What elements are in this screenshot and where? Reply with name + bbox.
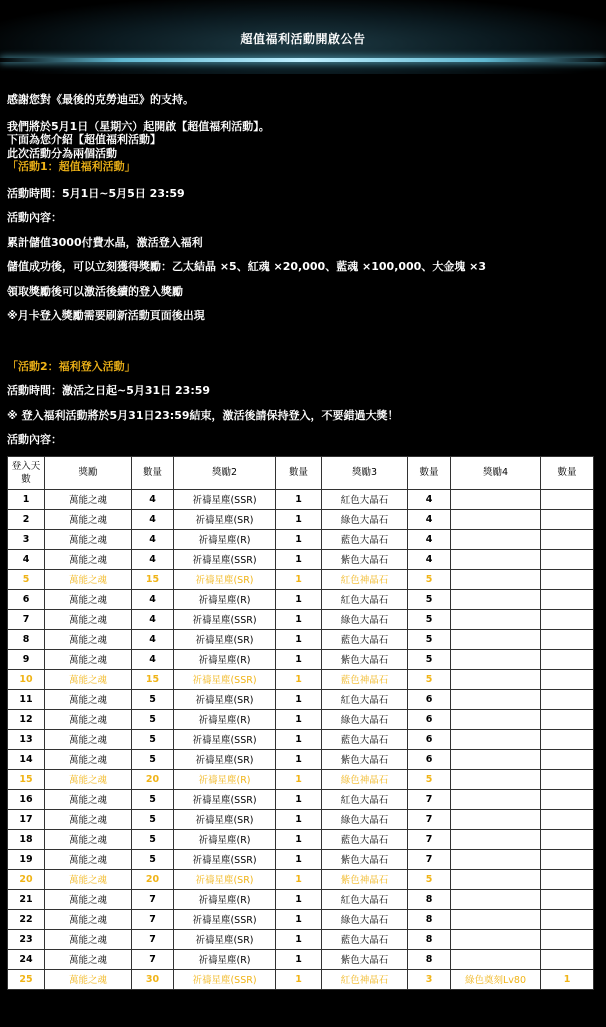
qty-1-cell: 15 — [132, 669, 174, 689]
qty-2-cell: 1 — [276, 929, 322, 949]
reward-3-cell: 紫色大晶石 — [322, 749, 408, 769]
table-header-row — [8, 456, 594, 489]
qty-2-cell: 1 — [276, 909, 322, 929]
announcement-header — [0, 0, 606, 74]
reward-3-cell: 綠色大晶石 — [322, 909, 408, 929]
reward-3-cell: 紅色大晶石 — [322, 889, 408, 909]
qty-4-cell — [541, 489, 594, 509]
reward-2-cell: 祈禱星塵(SR) — [174, 629, 276, 649]
reward-2-cell: 祈禱星塵(SR) — [174, 809, 276, 829]
qty-3-cell: 7 — [408, 829, 451, 849]
qty-4-cell — [541, 549, 594, 569]
reward-3-cell: 綠色大晶石 — [322, 609, 408, 629]
event2-content-label: 活動內容： — [7, 433, 62, 446]
reward-4-cell — [451, 829, 541, 849]
qty-1-cell: 7 — [132, 889, 174, 909]
qty-4-cell — [541, 589, 594, 609]
day-cell: 22 — [8, 909, 45, 929]
qty-4-cell — [541, 609, 594, 629]
table-row — [8, 909, 594, 929]
reward-3-cell: 紅色神晶石 — [322, 569, 408, 589]
qty-2-cell: 1 — [276, 969, 322, 989]
reward-1-cell: 萬能之魂 — [45, 729, 132, 749]
day-cell: 5 — [8, 569, 45, 589]
qty-4-cell — [541, 869, 594, 889]
qty-3-cell: 8 — [408, 889, 451, 909]
reward-1-cell: 萬能之魂 — [45, 809, 132, 829]
day-cell: 13 — [8, 729, 45, 749]
qty-1-cell: 5 — [132, 689, 174, 709]
qty-2-cell: 1 — [276, 729, 322, 749]
day-cell: 8 — [8, 629, 45, 649]
qty-1-cell: 7 — [132, 929, 174, 949]
reward-4-cell — [451, 869, 541, 889]
day-cell: 15 — [8, 769, 45, 789]
announcement-body — [0, 74, 606, 456]
event2-time: 活動時間：激活之日起~5月31日 23:59 — [7, 384, 211, 397]
qty-3-cell: 5 — [408, 589, 451, 609]
qty-2-cell: 1 — [276, 749, 322, 769]
reward-3-cell: 紅色大晶石 — [322, 789, 408, 809]
reward-3-cell: 綠色大晶石 — [322, 709, 408, 729]
table-row — [8, 569, 594, 589]
reward-3-cell: 紫色大晶石 — [322, 549, 408, 569]
qty-4-cell — [541, 809, 594, 829]
reward-1-cell: 萬能之魂 — [45, 709, 132, 729]
header-glow-line — [0, 58, 606, 62]
table-row — [8, 869, 594, 889]
qty-3-cell: 6 — [408, 689, 451, 709]
qty-3-cell: 5 — [408, 649, 451, 669]
reward-2-cell: 祈禱星塵(SR) — [174, 509, 276, 529]
reward-3-cell: 紅色神晶石 — [322, 969, 408, 989]
reward-1-cell: 萬能之魂 — [45, 509, 132, 529]
qty-2-cell: 1 — [276, 889, 322, 909]
table-row — [8, 709, 594, 729]
table-row — [8, 689, 594, 709]
qty-2-cell: 1 — [276, 769, 322, 789]
reward-4-cell — [451, 509, 541, 529]
reward-3-cell: 藍色神晶石 — [322, 669, 408, 689]
qty-3-cell: 7 — [408, 809, 451, 829]
table-row — [8, 769, 594, 789]
reward-2-cell: 祈禱星塵(R) — [174, 769, 276, 789]
reward-4-cell — [451, 789, 541, 809]
thanks-text: 感謝您對《最後的克勞迪亞》的支持。 — [7, 93, 194, 106]
reward-3-cell: 藍色大晶石 — [322, 629, 408, 649]
header-qty-4: 數量 — [541, 456, 594, 489]
qty-1-cell: 4 — [132, 649, 174, 669]
intro-line-3: 此次活動分為兩個活動 — [7, 146, 117, 160]
event1-content-label: 活動內容： — [7, 211, 62, 224]
table-row — [8, 929, 594, 949]
qty-4-cell — [541, 629, 594, 649]
qty-4-cell — [541, 529, 594, 549]
qty-3-cell: 7 — [408, 849, 451, 869]
reward-3-cell: 藍色大晶石 — [322, 729, 408, 749]
qty-2-cell: 1 — [276, 829, 322, 849]
qty-4-cell: 1 — [541, 969, 594, 989]
reward-2-cell: 祈禱星塵(SR) — [174, 689, 276, 709]
table-row — [8, 749, 594, 769]
table-row — [8, 889, 594, 909]
qty-1-cell: 4 — [132, 589, 174, 609]
reward-3-cell: 藍色大晶石 — [322, 529, 408, 549]
qty-1-cell: 4 — [132, 529, 174, 549]
table-body — [8, 489, 594, 989]
table-row — [8, 849, 594, 869]
reward-4-cell — [451, 609, 541, 629]
reward-1-cell: 萬能之魂 — [45, 629, 132, 649]
qty-4-cell — [541, 709, 594, 729]
reward-2-cell: 祈禱星塵(SSR) — [174, 849, 276, 869]
reward-4-cell — [451, 549, 541, 569]
qty-4-cell — [541, 889, 594, 909]
reward-1-cell: 萬能之魂 — [45, 949, 132, 969]
qty-2-cell: 1 — [276, 809, 322, 829]
reward-1-cell: 萬能之魂 — [45, 969, 132, 989]
header-qty-2: 數量 — [276, 456, 322, 489]
event2-heading: 「活動2：福利登入活動」 — [7, 359, 136, 373]
qty-4-cell — [541, 649, 594, 669]
table-row — [8, 949, 594, 969]
qty-2-cell: 1 — [276, 669, 322, 689]
qty-3-cell: 3 — [408, 969, 451, 989]
qty-4-cell — [541, 689, 594, 709]
qty-2-cell: 1 — [276, 869, 322, 889]
reward-4-cell — [451, 809, 541, 829]
reward-3-cell: 紫色神晶石 — [322, 869, 408, 889]
day-cell: 14 — [8, 749, 45, 769]
reward-4-cell — [451, 649, 541, 669]
reward-2-cell: 祈禱星塵(SSR) — [174, 669, 276, 689]
reward-4-cell — [451, 889, 541, 909]
reward-4-cell — [451, 729, 541, 749]
reward-2-cell: 祈禱星塵(SR) — [174, 869, 276, 889]
reward-2-cell: 祈禱星塵(SSR) — [174, 789, 276, 809]
reward-2-cell: 祈禱星塵(SR) — [174, 569, 276, 589]
reward-4-cell — [451, 689, 541, 709]
reward-2-cell: 祈禱星塵(SSR) — [174, 909, 276, 929]
reward-4-cell — [451, 749, 541, 769]
header-reward-4: 獎勵4 — [451, 456, 541, 489]
reward-1-cell: 萬能之魂 — [45, 609, 132, 629]
reward-2-cell: 祈禱星塵(R) — [174, 589, 276, 609]
qty-3-cell: 6 — [408, 709, 451, 729]
reward-2-cell: 祈禱星塵(R) — [174, 889, 276, 909]
event1-time: 活動時間：5月1日~5月5日 23:59 — [7, 186, 185, 200]
qty-1-cell: 7 — [132, 909, 174, 929]
qty-4-cell — [541, 909, 594, 929]
table-row — [8, 649, 594, 669]
reward-1-cell: 萬能之魂 — [45, 869, 132, 889]
qty-3-cell: 4 — [408, 489, 451, 509]
reward-3-cell: 紫色大晶石 — [322, 649, 408, 669]
header-qty-3: 數量 — [408, 456, 451, 489]
qty-1-cell: 4 — [132, 629, 174, 649]
qty-4-cell — [541, 669, 594, 689]
day-cell: 4 — [8, 549, 45, 569]
table-row — [8, 509, 594, 529]
reward-2-cell: 祈禱星塵(R) — [174, 949, 276, 969]
reward-3-cell: 紅色大晶石 — [322, 589, 408, 609]
qty-1-cell: 30 — [132, 969, 174, 989]
qty-2-cell: 1 — [276, 609, 322, 629]
day-cell: 23 — [8, 929, 45, 949]
qty-2-cell: 1 — [276, 629, 322, 649]
day-cell: 2 — [8, 509, 45, 529]
reward-2-cell: 祈禱星塵(SR) — [174, 749, 276, 769]
qty-2-cell: 1 — [276, 689, 322, 709]
reward-1-cell: 萬能之魂 — [45, 669, 132, 689]
qty-3-cell: 8 — [408, 949, 451, 969]
day-cell: 24 — [8, 949, 45, 969]
reward-4-cell — [451, 629, 541, 649]
qty-4-cell — [541, 829, 594, 849]
reward-2-cell: 祈禱星塵(SSR) — [174, 489, 276, 509]
qty-3-cell: 6 — [408, 729, 451, 749]
qty-3-cell: 8 — [408, 929, 451, 949]
header-qty-1: 數量 — [132, 456, 174, 489]
table-row — [8, 829, 594, 849]
qty-1-cell: 5 — [132, 849, 174, 869]
table-row — [8, 609, 594, 629]
reward-3-cell: 綠色大晶石 — [322, 509, 408, 529]
reward-1-cell: 萬能之魂 — [45, 589, 132, 609]
qty-1-cell: 4 — [132, 489, 174, 509]
reward-3-cell: 紫色大晶石 — [322, 949, 408, 969]
reward-4-cell — [451, 489, 541, 509]
qty-3-cell: 8 — [408, 909, 451, 929]
reward-2-cell: 祈禱星塵(SR) — [174, 929, 276, 949]
qty-4-cell — [541, 929, 594, 949]
qty-2-cell: 1 — [276, 489, 322, 509]
page-title: 超值福利活動開啟公告 — [240, 32, 366, 46]
day-cell: 10 — [8, 669, 45, 689]
qty-2-cell: 1 — [276, 649, 322, 669]
reward-2-cell: 祈禱星塵(SSR) — [174, 729, 276, 749]
reward-1-cell: 萬能之魂 — [45, 889, 132, 909]
header-reward-3: 獎勵3 — [322, 456, 408, 489]
qty-3-cell: 6 — [408, 749, 451, 769]
table-row — [8, 529, 594, 549]
table-row — [8, 589, 594, 609]
reward-4-cell — [451, 909, 541, 929]
table-row — [8, 729, 594, 749]
reward-1-cell: 萬能之魂 — [45, 689, 132, 709]
reward-2-cell: 祈禱星塵(SSR) — [174, 609, 276, 629]
qty-4-cell — [541, 509, 594, 529]
qty-1-cell: 15 — [132, 569, 174, 589]
event1-content-3: 領取獎勵後可以激活後續的登入獎勵 — [7, 284, 183, 298]
reward-1-cell: 萬能之魂 — [45, 489, 132, 509]
reward-3-cell: 紫色大晶石 — [322, 849, 408, 869]
day-cell: 18 — [8, 829, 45, 849]
table-row — [8, 489, 594, 509]
reward-4-cell — [451, 709, 541, 729]
header-reward-2: 獎勵2 — [174, 456, 276, 489]
reward-4-cell — [451, 589, 541, 609]
day-cell: 3 — [8, 529, 45, 549]
qty-1-cell: 4 — [132, 509, 174, 529]
intro-line-1: 我們將於5月1日（星期六）起開啟【超值福利活動】。 — [7, 119, 270, 133]
day-cell: 19 — [8, 849, 45, 869]
reward-4-cell — [451, 929, 541, 949]
qty-1-cell: 7 — [132, 949, 174, 969]
day-cell: 6 — [8, 589, 45, 609]
qty-2-cell: 1 — [276, 849, 322, 869]
qty-2-cell: 1 — [276, 709, 322, 729]
event1-content-1: 累計儲值3000付費水晶，激活登入福利 — [7, 235, 203, 249]
qty-1-cell: 20 — [132, 769, 174, 789]
event2-note: ※ 登入福利活動將於5月31日23:59結束，激活後請保持登入，不要錯過大獎！ — [7, 408, 399, 422]
reward-1-cell: 萬能之魂 — [45, 909, 132, 929]
reward-2-cell: 祈禱星塵(R) — [174, 829, 276, 849]
qty-1-cell: 5 — [132, 749, 174, 769]
reward-3-cell: 紅色大晶石 — [322, 489, 408, 509]
reward-1-cell: 萬能之魂 — [45, 749, 132, 769]
reward-3-cell: 藍色大晶石 — [322, 829, 408, 849]
qty-2-cell: 1 — [276, 789, 322, 809]
qty-3-cell: 4 — [408, 509, 451, 529]
qty-2-cell: 1 — [276, 529, 322, 549]
reward-2-cell: 祈禱星塵(SSR) — [174, 969, 276, 989]
reward-1-cell: 萬能之魂 — [45, 549, 132, 569]
day-cell: 16 — [8, 789, 45, 809]
header-login-days: 登入天數 — [8, 456, 45, 489]
table-row — [8, 549, 594, 569]
qty-1-cell: 4 — [132, 609, 174, 629]
reward-4-cell: 綠色奠刻Lv80 — [451, 969, 541, 989]
qty-4-cell — [541, 769, 594, 789]
reward-1-cell: 萬能之魂 — [45, 849, 132, 869]
qty-3-cell: 7 — [408, 789, 451, 809]
reward-1-cell: 萬能之魂 — [45, 569, 132, 589]
qty-4-cell — [541, 729, 594, 749]
table-row — [8, 969, 594, 989]
day-cell: 9 — [8, 649, 45, 669]
event1-content-4: ※月卡登入獎勵需要刷新活動頁面後出現 — [7, 309, 205, 322]
qty-3-cell: 4 — [408, 549, 451, 569]
qty-1-cell: 5 — [132, 709, 174, 729]
reward-1-cell: 萬能之魂 — [45, 789, 132, 809]
qty-3-cell: 5 — [408, 629, 451, 649]
qty-4-cell — [541, 949, 594, 969]
qty-3-cell: 5 — [408, 569, 451, 589]
qty-2-cell: 1 — [276, 549, 322, 569]
qty-4-cell — [541, 849, 594, 869]
qty-1-cell: 5 — [132, 789, 174, 809]
reward-4-cell — [451, 529, 541, 549]
qty-3-cell: 4 — [408, 529, 451, 549]
day-cell: 25 — [8, 969, 45, 989]
reward-1-cell: 萬能之魂 — [45, 829, 132, 849]
reward-2-cell: 祈禱星塵(R) — [174, 649, 276, 669]
table-row — [8, 669, 594, 689]
day-cell: 11 — [8, 689, 45, 709]
reward-1-cell: 萬能之魂 — [45, 929, 132, 949]
table-row — [8, 789, 594, 809]
table-row — [8, 629, 594, 649]
day-cell: 7 — [8, 609, 45, 629]
qty-1-cell: 5 — [132, 829, 174, 849]
day-cell: 1 — [8, 489, 45, 509]
reward-4-cell — [451, 769, 541, 789]
reward-2-cell: 祈禱星塵(R) — [174, 709, 276, 729]
reward-3-cell: 綠色神晶石 — [322, 769, 408, 789]
qty-4-cell — [541, 749, 594, 769]
login-reward-table — [7, 456, 594, 990]
reward-1-cell: 萬能之魂 — [45, 529, 132, 549]
qty-4-cell — [541, 789, 594, 809]
qty-2-cell: 1 — [276, 949, 322, 969]
qty-1-cell: 5 — [132, 729, 174, 749]
reward-2-cell: 祈禱星塵(R) — [174, 529, 276, 549]
event1-content-2: 儲值成功後，可以立刻獲得獎勵：乙太結晶 ×5、紅魂 ×20,000、藍魂 ×100,000、大金塊 ×3 — [7, 260, 487, 273]
day-cell: 20 — [8, 869, 45, 889]
day-cell: 17 — [8, 809, 45, 829]
reward-3-cell: 紅色大晶石 — [322, 689, 408, 709]
reward-4-cell — [451, 949, 541, 969]
reward-4-cell — [451, 669, 541, 689]
reward-1-cell: 萬能之魂 — [45, 649, 132, 669]
reward-3-cell: 綠色大晶石 — [322, 809, 408, 829]
reward-4-cell — [451, 849, 541, 869]
qty-2-cell: 1 — [276, 589, 322, 609]
table-row — [8, 809, 594, 829]
header-reward-1: 獎勵 — [45, 456, 132, 489]
reward-2-cell: 祈禱星塵(SSR) — [174, 549, 276, 569]
reward-3-cell: 藍色大晶石 — [322, 929, 408, 949]
intro-line-2: 下面為您介紹【超值福利活動】 — [7, 133, 161, 146]
qty-1-cell: 4 — [132, 549, 174, 569]
reward-4-cell — [451, 569, 541, 589]
qty-2-cell: 1 — [276, 569, 322, 589]
qty-1-cell: 20 — [132, 869, 174, 889]
qty-3-cell: 5 — [408, 609, 451, 629]
qty-1-cell: 5 — [132, 809, 174, 829]
qty-4-cell — [541, 569, 594, 589]
qty-3-cell: 5 — [408, 669, 451, 689]
day-cell: 21 — [8, 889, 45, 909]
qty-3-cell: 5 — [408, 769, 451, 789]
qty-3-cell: 5 — [408, 869, 451, 889]
day-cell: 12 — [8, 709, 45, 729]
event1-heading: 「活動1：超值福利活動」 — [7, 160, 136, 173]
qty-2-cell: 1 — [276, 509, 322, 529]
reward-1-cell: 萬能之魂 — [45, 769, 132, 789]
